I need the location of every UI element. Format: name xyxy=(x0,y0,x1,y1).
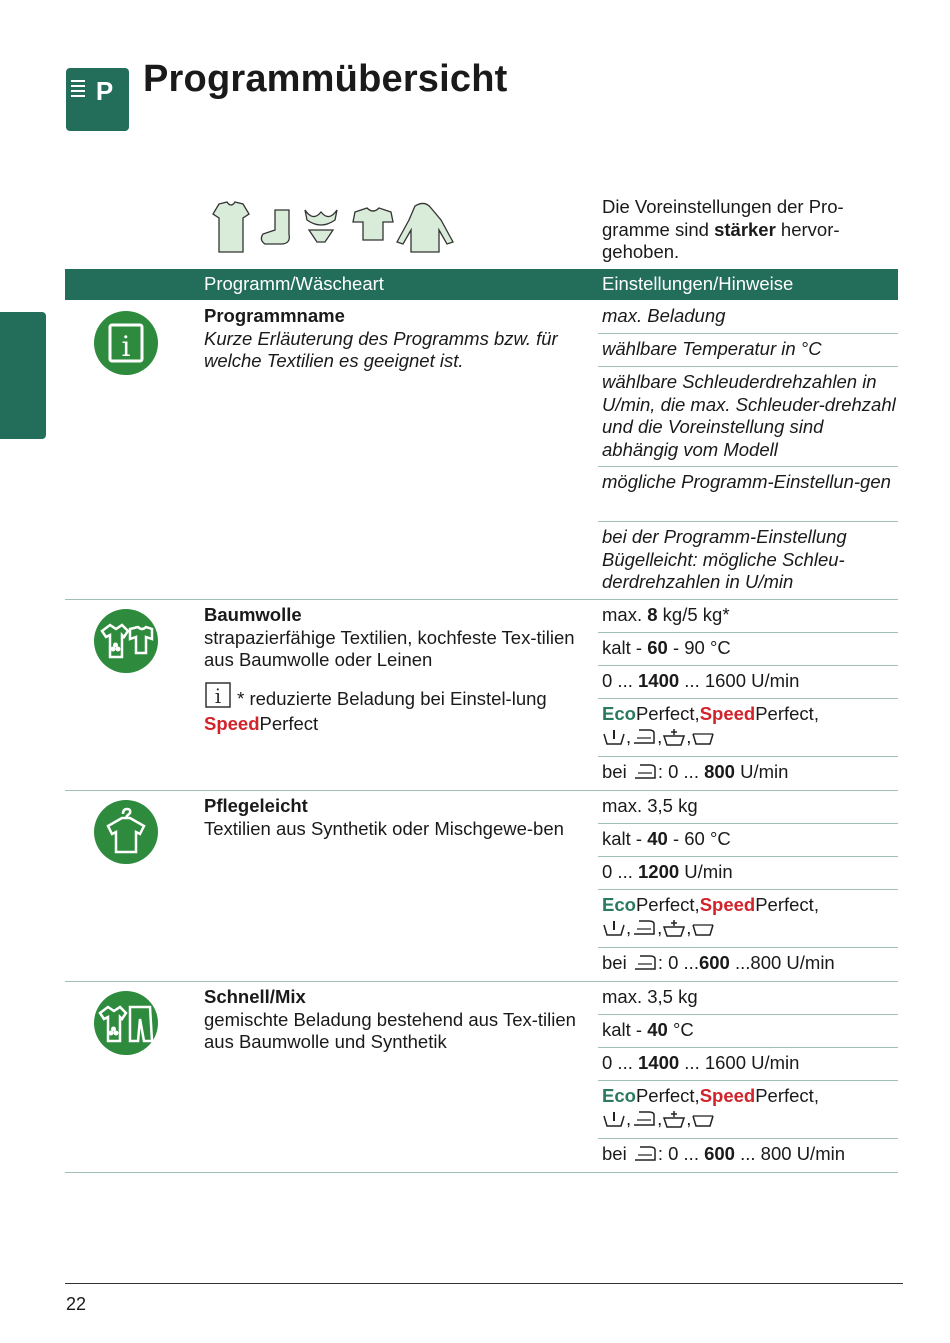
page-number: 22 xyxy=(66,1294,87,1314)
program-cotton xyxy=(204,604,584,736)
prewash-icon xyxy=(602,919,626,943)
intro-strong: stärker xyxy=(714,218,776,240)
eco-label: Eco xyxy=(602,703,636,724)
legend-desc: Kurze Erläuterung des Programms bzw. für welche Textilien es geeignet ist. xyxy=(204,327,558,371)
footer-line xyxy=(65,1283,903,1284)
iron-post: U/min xyxy=(734,761,789,782)
header-col-settings: Einstellungen/Hinweise xyxy=(602,273,794,294)
iron-icon xyxy=(632,763,658,787)
load-pre: max. xyxy=(602,604,648,625)
section-separator xyxy=(65,981,898,982)
iron-post: ... 800 U/min xyxy=(734,1143,845,1164)
iron-post: ...800 U/min xyxy=(729,952,835,973)
spin-bold: 1200 xyxy=(638,861,680,882)
iron-icon xyxy=(631,1110,657,1134)
intro-pre: Die Voreinstellungen der Pro-gramme sind xyxy=(602,196,844,240)
program-name: Pflegeleicht xyxy=(204,795,308,816)
spin-post: U/min xyxy=(679,861,733,882)
spin-pre: 0 ... xyxy=(602,861,638,882)
perfect-label: Perfect, xyxy=(635,894,700,915)
row-separator xyxy=(598,333,898,334)
easycare-icon xyxy=(94,800,158,864)
program-name: Schnell/Mix xyxy=(204,986,306,1007)
side-tab xyxy=(0,312,46,439)
mix-icon xyxy=(94,991,158,1055)
temp-pre: kalt - xyxy=(602,1019,648,1040)
note-speed: Speed xyxy=(204,713,260,734)
mix-options: EcoPerfect,SpeedPerfect, , , , xyxy=(602,1085,900,1133)
perfect-label: Perfect, xyxy=(635,703,700,724)
iron-pre: bei xyxy=(602,761,632,782)
svg-text:i: i xyxy=(121,330,131,363)
easycare-options: EcoPerfect,SpeedPerfect, , , , xyxy=(602,894,900,942)
row-separator xyxy=(598,1047,898,1048)
iron-icon xyxy=(632,954,658,978)
intensive-icon xyxy=(662,919,686,943)
legend-load: max. Beladung xyxy=(602,305,726,326)
legend-spin: wählbare Schleuderdrehzahlen in U/min, die max. Schleuder-drehzahl und die Voreinstellung sind abhängig vom Modell xyxy=(602,371,896,460)
cotton-temp xyxy=(602,637,900,660)
note-text: * reduzierte Beladung bei Einstel-lung xyxy=(237,687,547,709)
cotton-iron xyxy=(602,761,900,787)
intensive-icon xyxy=(662,1110,686,1134)
iron-icon xyxy=(632,1145,658,1169)
iron-bold: 600 xyxy=(698,952,730,973)
legend-options: mögliche Programm-Einstellun-gen xyxy=(602,471,891,492)
easycare-iron xyxy=(602,952,900,978)
row-separator xyxy=(598,521,898,522)
row-separator xyxy=(598,856,898,857)
info-icon xyxy=(94,311,158,375)
intro-post: hervor-gehoben. xyxy=(602,218,840,262)
speed-label: Speed xyxy=(699,894,756,915)
section-separator xyxy=(65,1172,898,1173)
program-easycare xyxy=(204,795,584,840)
iron-bold: 800 xyxy=(704,761,735,782)
temp-pre: kalt - xyxy=(602,637,648,658)
row-separator xyxy=(598,1080,898,1081)
temp-bold: 40 xyxy=(647,1019,668,1040)
mix-temp xyxy=(602,1019,900,1042)
row-separator xyxy=(598,698,898,699)
iron-pre: bei xyxy=(602,952,632,973)
temp-post: - 60 °C xyxy=(667,828,731,849)
clothing-group-icon xyxy=(207,200,457,261)
spin-bold: 1400 xyxy=(638,670,680,691)
row-separator xyxy=(598,823,898,824)
row-separator xyxy=(598,756,898,757)
cotton-load xyxy=(602,604,900,627)
temp-bold: 60 xyxy=(647,637,668,658)
water-plus-icon xyxy=(691,919,715,943)
intro-text xyxy=(602,196,902,264)
spin-pre: 0 ... xyxy=(602,1052,638,1073)
row-separator xyxy=(598,1014,898,1015)
cotton-icon xyxy=(94,609,158,673)
iron-mid: : 0 ... xyxy=(657,761,705,782)
water-plus-icon xyxy=(691,728,715,752)
easycare-spin xyxy=(602,861,900,884)
mix-spin xyxy=(602,1052,900,1075)
easycare-temp xyxy=(602,828,900,851)
intensive-icon xyxy=(662,728,686,752)
eco-label: Eco xyxy=(602,894,636,915)
eco-label: Eco xyxy=(602,1085,636,1106)
program-desc: gemischte Beladung bestehend aus Tex-tilien aus Baumwolle und Synthetik xyxy=(204,1008,576,1052)
section-separator xyxy=(65,790,898,791)
svg-text:i: i xyxy=(214,683,222,708)
speed-label: Speed xyxy=(699,703,756,724)
temp-post: - 90 °C xyxy=(667,637,731,658)
row-separator xyxy=(598,466,898,467)
mix-iron xyxy=(602,1143,900,1169)
perfect-label: Perfect, xyxy=(755,703,819,724)
row-separator xyxy=(598,665,898,666)
legend-program xyxy=(204,305,584,373)
mix-load: max. 3,5 kg xyxy=(602,986,698,1007)
speed-label: Speed xyxy=(699,1085,756,1106)
iron-icon xyxy=(631,919,657,943)
row-separator xyxy=(598,1138,898,1139)
legend-temp: wählbare Temperatur in °C xyxy=(602,338,822,359)
temp-post: °C xyxy=(667,1019,694,1040)
page-title: Programmübersicht xyxy=(143,58,508,100)
spin-pre: 0 ... xyxy=(602,670,638,691)
iron-icon xyxy=(631,728,657,752)
cotton-options: EcoPerfect,SpeedPerfect, , , , xyxy=(602,703,900,751)
row-separator xyxy=(598,947,898,948)
load-post: kg/5 kg* xyxy=(657,604,730,625)
row-separator xyxy=(598,632,898,633)
program-name: Baumwolle xyxy=(204,604,302,625)
prewash-icon xyxy=(602,1110,626,1134)
iron-mid: : 0 ... xyxy=(657,952,699,973)
table-header xyxy=(65,269,898,300)
easycare-load: max. 3,5 kg xyxy=(602,795,698,816)
section-separator xyxy=(65,599,898,600)
note-perfect: Perfect xyxy=(259,713,319,734)
spin-bold: 1400 xyxy=(638,1052,680,1073)
header-col-program: Programm/Wäscheart xyxy=(204,273,384,294)
section-badge xyxy=(66,68,129,131)
cotton-spin xyxy=(602,670,900,693)
prewash-icon xyxy=(602,728,626,752)
temp-pre: kalt - xyxy=(602,828,648,849)
program-desc: Textilien aus Synthetik oder Mischgewe-ben xyxy=(204,817,564,839)
perfect-label: Perfect, xyxy=(635,1085,700,1106)
row-separator xyxy=(598,889,898,890)
info-small-icon xyxy=(204,682,232,714)
badge-letter: P xyxy=(95,76,114,106)
iron-pre: bei xyxy=(602,1143,632,1164)
iron-mid: : 0 ... xyxy=(657,1143,705,1164)
perfect-label: Perfect, xyxy=(755,894,819,915)
load-bold: 8 xyxy=(647,604,658,625)
spin-post: ... 1600 U/min xyxy=(679,670,800,691)
program-note xyxy=(204,682,584,736)
water-plus-icon xyxy=(691,1110,715,1134)
iron-bold: 600 xyxy=(704,1143,735,1164)
temp-bold: 40 xyxy=(647,828,668,849)
row-separator xyxy=(598,366,898,367)
legend-iron: bei der Programm-Einstellung Bügelleicht: mögliche Schleu-derdrehzahlen in U/min xyxy=(602,526,847,592)
spin-post: ... 1600 U/min xyxy=(679,1052,800,1073)
program-mix xyxy=(204,986,584,1054)
program-desc: strapazierfähige Textilien, kochfeste Tex-tilien aus Baumwolle oder Leinen xyxy=(204,626,575,670)
legend-name: Programmname xyxy=(204,305,345,326)
perfect-label: Perfect, xyxy=(755,1085,819,1106)
